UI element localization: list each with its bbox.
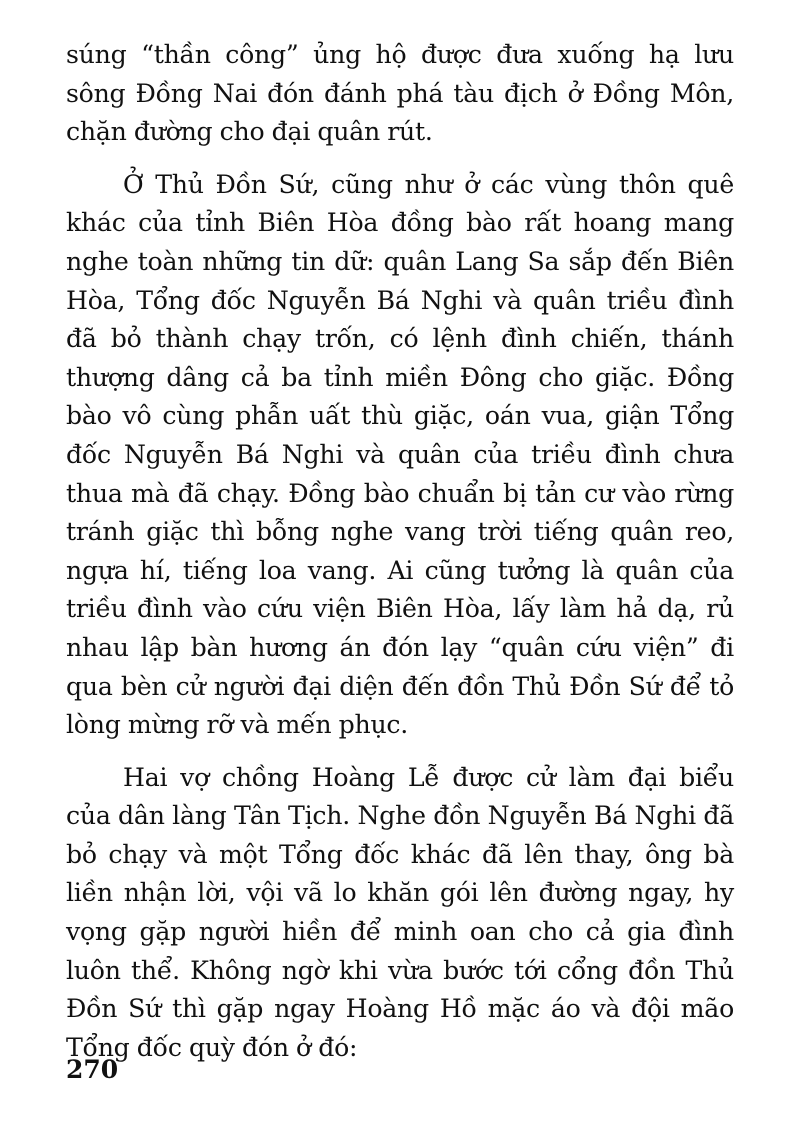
paragraph-gap — [66, 745, 734, 759]
paragraph-hoang-le: Hai vợ chồng Hoàng Lễ được cử làm đại biểu của dân làng Tân Tịch. Nghe đồn Nguyễn Bá Nghi đã bỏ chạy và một Tổng đốc khác đã lên thay, ông bà liền nhận lời, vội vã lo khăn gói lên đường ngay, hy vọng gặp người hiền để minh oan cho cả gia đình luôn thể. Không ngờ khi vừa bước tới cổng đồn Thủ Đồn Sứ thì gặp ngay Hoàng Hồ mặc áo và đội mão Tổng đốc quỳ đón ở đó: — [66, 762, 734, 1062]
paragraph-gap — [66, 152, 734, 166]
page-body — [66, 36, 734, 1067]
paragraph-thu-don-su: Ở Thủ Đồn Sứ, cũng như ở các vùng thôn quê khác của tỉnh Biên Hòa đồng bào rất hoang mang nghe toàn những tin dữ: quân Lang Sa sắp đến Biên Hòa, Tổng đốc Nguyễn Bá Nghi và quân triều đình đã bỏ thành chạy trốn, có lệnh đình chiến, thánh thượng dâng cả ba tỉnh miền Đông cho giặc. Đồng bào vô cùng phẫn uất thù giặc, oán vua, giận Tổng đốc Nguyễn Bá Nghi và quân của triều đình chưa thua mà đã chạy. Đồng bào chuẩn bị tản cư vào rừng tránh giặc thì bỗng nghe vang trời tiếng quân reo, ngựa hí, tiếng loa vang. Ai cũng tưởng là quân của triều đình vào cứu viện Biên Hòa, lấy làm hả dạ, rủ nhau lập bàn hương án đón lạy “quân cứu viện” đi qua bèn cử người đại diện đến đồn Thủ Đồn Sứ để tỏ lòng mừng rỡ và mến phục. — [66, 169, 734, 740]
paragraph-continuation: súng “thần công” ủng hộ được đưa xuống hạ lưu sông Đồng Nai đón đánh phá tàu địch ở Đồng Môn, chặn đường cho đại quân rút. — [66, 40, 734, 147]
page-number: 270 — [66, 1055, 119, 1084]
